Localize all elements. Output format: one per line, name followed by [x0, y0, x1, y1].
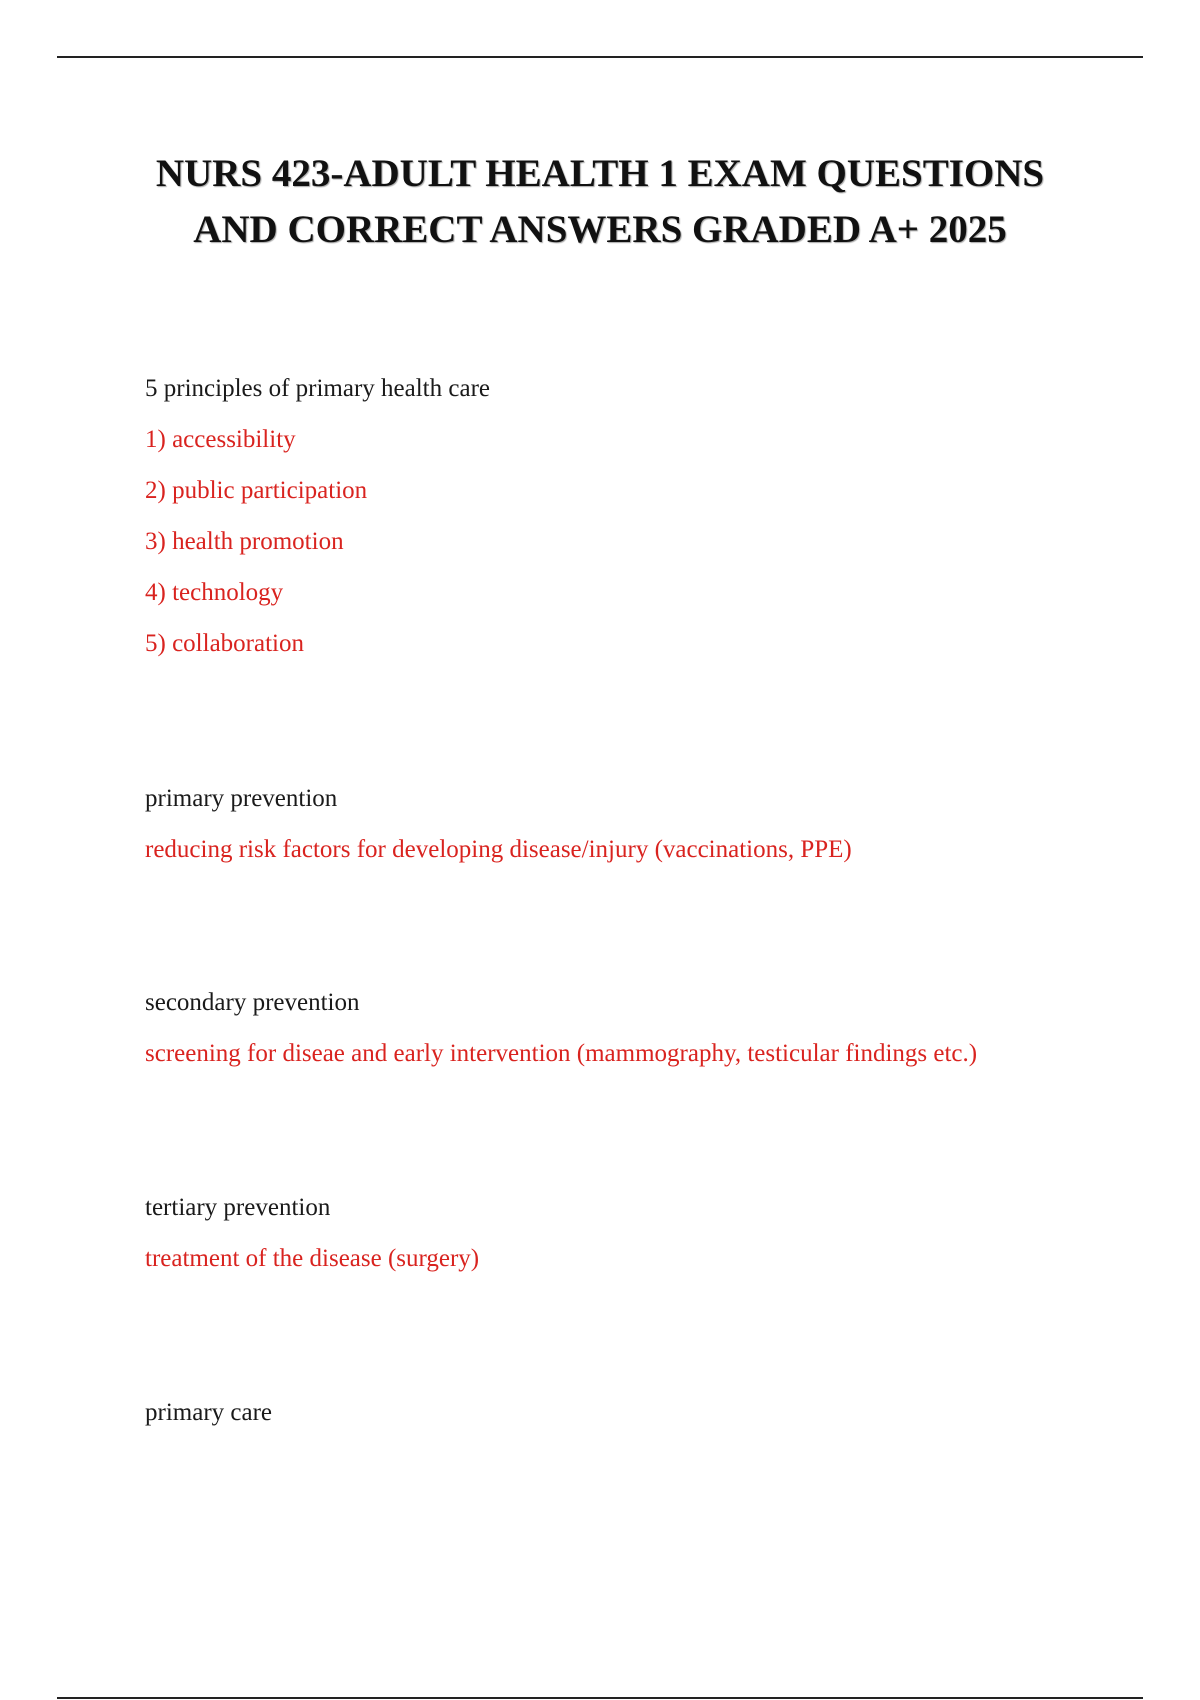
qa-item-primary-care — [145, 1396, 272, 1447]
bottom-rule — [57, 1697, 1143, 1699]
qa-item-tertiary-prevention — [145, 1191, 479, 1293]
answer-text: reducing risk factors for developing disease/injury (vaccinations, PPE) — [145, 836, 852, 863]
answer-text: screening for diseae and early intervention (mammography, testicular findings etc.) — [145, 1040, 978, 1067]
answer-text: 4) technology — [145, 579, 284, 606]
title-line-1: NURS 423-ADULT HEALTH 1 EXAM QUESTIONS — [155, 152, 1045, 195]
qa-item-principles — [145, 372, 490, 678]
question-text: primary care — [145, 1399, 273, 1426]
answer-text: 1) accessibility — [145, 426, 296, 453]
answer-text: treatment of the disease (surgery) — [145, 1245, 480, 1272]
question-text: secondary prevention — [145, 989, 360, 1016]
answer-text: 3) health promotion — [145, 528, 344, 555]
question-text: primary prevention — [145, 785, 338, 812]
answer-text: 2) public participation — [145, 477, 368, 504]
answer-text: 5) collaboration — [145, 630, 304, 657]
top-rule — [57, 56, 1143, 58]
qa-item-primary-prevention — [145, 782, 852, 884]
qa-item-secondary-prevention — [145, 986, 977, 1088]
title-line-2: AND CORRECT ANSWERS GRADED A+ 2025 — [193, 208, 1007, 251]
question-text: 5 principles of primary health care — [145, 375, 490, 402]
question-text: tertiary prevention — [145, 1194, 331, 1221]
document-title — [100, 146, 1100, 258]
